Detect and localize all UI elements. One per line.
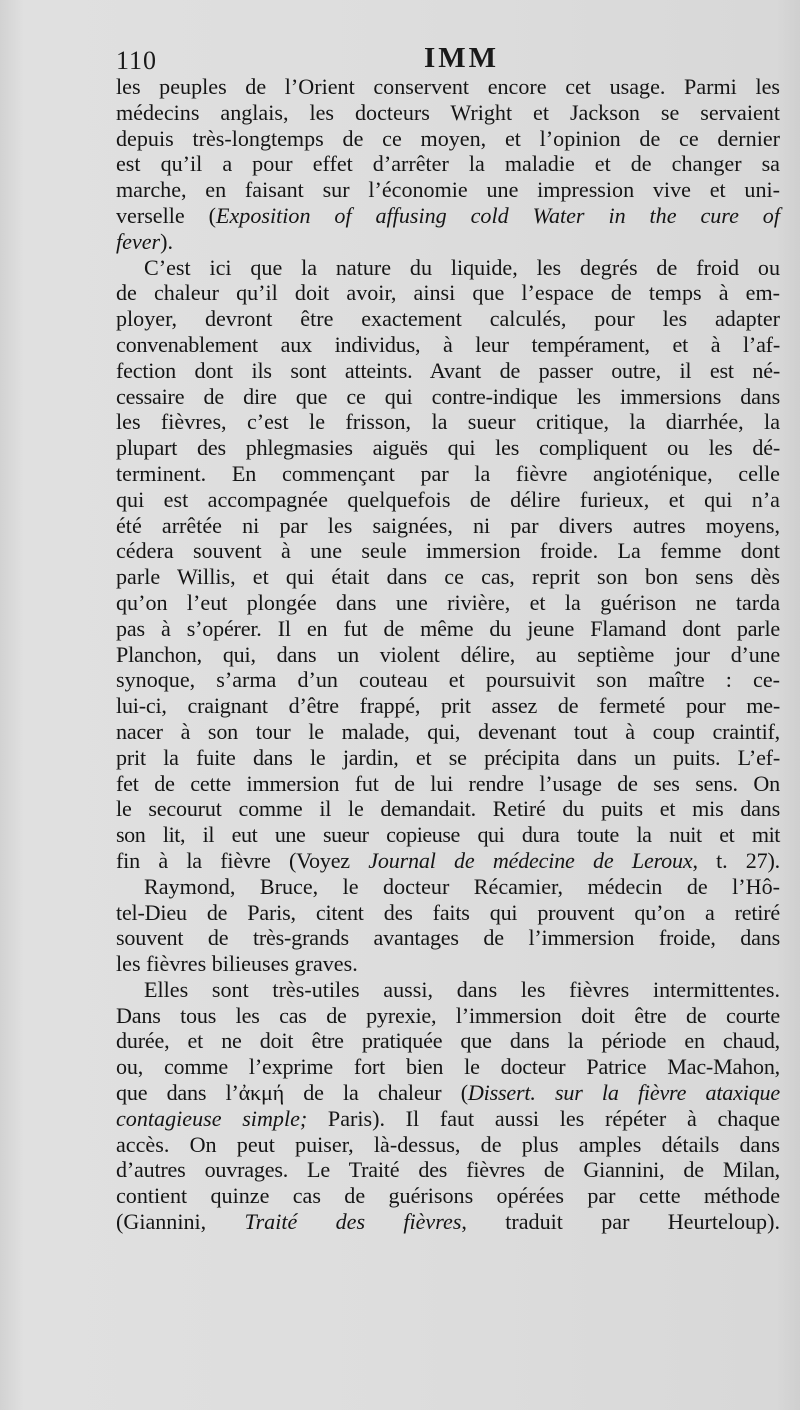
- text-line: verselle (Exposition of affusing cold Water in the cure of: [116, 202, 780, 228]
- text-line: cédera souvent à une seule immersion froide. La femme dont: [116, 538, 780, 564]
- text-line: souvent de très-grands avantages de l’immersion froide, dans: [116, 925, 780, 951]
- text-line: lui-ci, craignant d’être frappé, prit assez de fermeté pour me-: [116, 693, 780, 719]
- text-line: fever).: [116, 228, 174, 254]
- page-header: [116, 42, 780, 78]
- page-number: 110: [116, 46, 158, 75]
- text-line: fection dont ils sont atteints. Avant de passer outre, il est né-: [116, 357, 780, 383]
- text-line: contagieuse simple; Paris). Il faut aussi les répéter à chaque: [116, 1105, 781, 1131]
- body-text: [116, 74, 780, 1235]
- text-line: les fièvres, c’est le frisson, la sueur critique, la diarrhée, la: [116, 409, 780, 435]
- text-line: depuis très-longtemps de ce moyen, et l’opinion de ce dernier: [116, 125, 780, 151]
- text-line: médecins anglais, les docteurs Wright et Jackson se servaient: [116, 99, 780, 125]
- text-line: accès. On peut puiser, là-dessus, de plus amples détails dans: [116, 1131, 780, 1157]
- text-line: été arrêtée ni par les saignées, ni par divers autres moyens,: [116, 512, 780, 538]
- text-line: convenablement aux individus, à leur tempérament, et à l’af-: [116, 331, 780, 357]
- text-line: Planchon, qui, dans un violent délire, au septième jour d’une: [116, 641, 780, 667]
- text-line: le secourut comme il le demandait. Retiré du puits et mis dans: [116, 796, 780, 822]
- text-line: terminent. En commençant par la fièvre angioténique, celle: [116, 460, 780, 486]
- text-line: les peuples de l’Orient conservent encore cet usage. Parmi les: [116, 74, 780, 99]
- text-line: de chaleur qu’il doit avoir, ainsi que l’espace de temps à em-: [116, 280, 780, 306]
- text-line: qu’on l’eut plongée dans une rivière, et la guérison ne tarda: [116, 589, 780, 615]
- text-line: son lit, il eut une sueur copieuse qui dura toute la nuit et mit: [116, 822, 780, 848]
- text-line: Dans tous les cas de pyrexie, l’immersion doit être de courte: [116, 1002, 780, 1028]
- text-line: ou, comme l’exprime fort bien le docteur Patrice Mac-Mahon,: [116, 1054, 780, 1080]
- text-line: ployer, devront être exactement calculés, pour les adapter: [116, 306, 780, 332]
- text-line: Raymond, Bruce, le docteur Récamier, médecin de l’Hô-: [144, 873, 780, 899]
- text-line: Elles sont très-utiles aussi, dans les fièvres intermittentes.: [144, 976, 780, 1002]
- text-line: fin à la fièvre (Voyez Journal de médecine de Leroux, t. 27).: [116, 847, 780, 873]
- text-line: (Giannini, Traité des fièvres, traduit par Heurteloup).: [116, 1209, 780, 1235]
- text-line: marche, en faisant sur l’économie une impression vive et uni-: [116, 177, 780, 203]
- text-line: tel-Dieu de Paris, citent des faits qui prouvent qu’on a retiré: [116, 899, 780, 925]
- text-line: C’est ici que la nature du liquide, les degrés de froid ou: [144, 254, 780, 280]
- running-head: IMM: [424, 42, 500, 74]
- text-line: les fièvres bilieuses graves.: [116, 951, 358, 977]
- text-line: d’autres ouvrages. Le Traité des fièvres de Giannini, de Milan,: [116, 1157, 780, 1183]
- text-line: que dans l’ἀκμή de la chaleur (Dissert. sur la fièvre ataxique: [116, 1080, 780, 1106]
- text-line: synoque, s’arma d’un couteau et poursuivit son maître : ce-: [116, 667, 780, 693]
- text-line: durée, et ne doit être pratiquée que dans la période en chaud,: [116, 1028, 780, 1054]
- text-line: nacer à son tour le malade, qui, devenant tout à coup craintif,: [116, 718, 780, 744]
- text-line: cessaire de dire que ce qui contre-indique les immersions dans: [116, 383, 780, 409]
- text-line: fet de cette immersion fut de lui rendre l’usage de ses sens. On: [116, 770, 780, 796]
- text-line: qui est accompagnée quelquefois de délire furieux, et qui n’a: [116, 486, 780, 512]
- text-line: prit la fuite dans le jardin, et se précipita dans un puits. L’ef-: [116, 744, 780, 770]
- text-line: parle Willis, et qui était dans ce cas, reprit son bon sens dès: [116, 564, 780, 590]
- text-line: pas à s’opérer. Il en fut de même du jeune Flamand dont parle: [116, 615, 780, 641]
- text-line: est qu’il a pour effet d’arrêter la maladie et de changer sa: [116, 151, 780, 177]
- text-line: contient quinze cas de guérisons opérées par cette méthode: [116, 1183, 780, 1209]
- text-line: plupart des phlegmasies aiguës qui les compliquent ou les dé-: [116, 435, 780, 461]
